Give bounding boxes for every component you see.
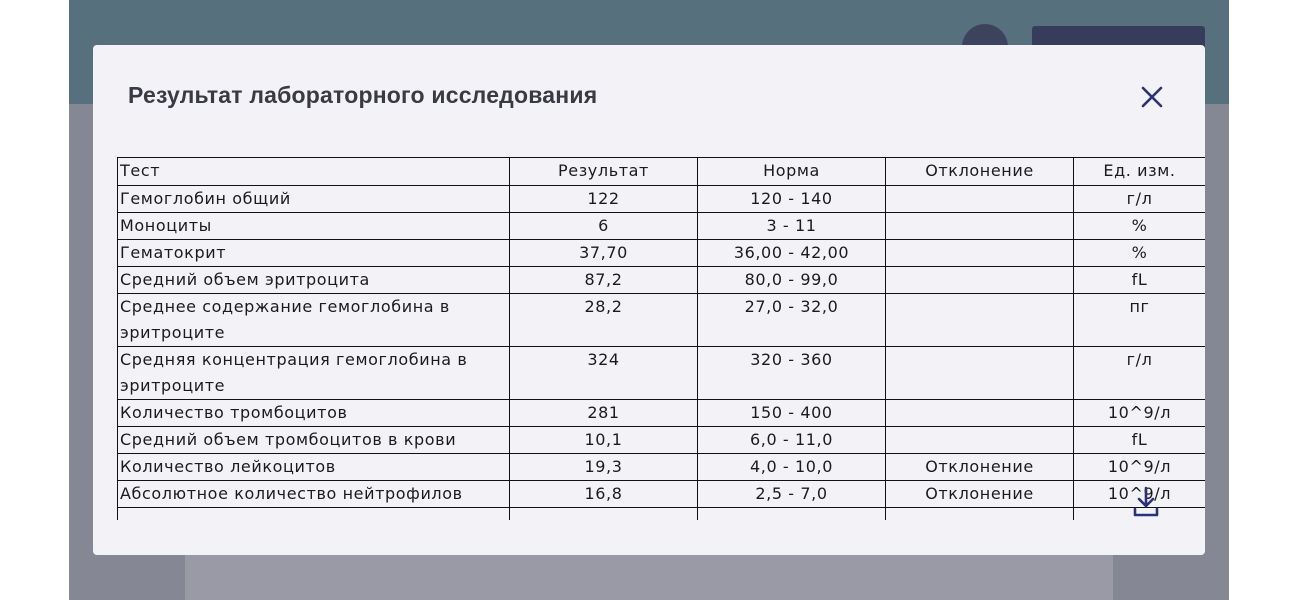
cell-result <box>510 508 698 521</box>
cell-deviation <box>886 427 1074 454</box>
cell-test: Среднее содержание гемоглобина в эритроците <box>118 294 510 347</box>
lab-results-table <box>117 157 1205 520</box>
cell-result: 28,2 <box>510 294 698 347</box>
cell-test: Средний объем эритроцита <box>118 267 510 294</box>
download-button[interactable] <box>1131 484 1161 518</box>
cell-test <box>118 508 510 521</box>
table-row <box>118 454 1206 481</box>
cell-norm: 80,0 - 99,0 <box>698 267 886 294</box>
cell-test: Количество тромбоцитов <box>118 400 510 427</box>
cell-result: 6 <box>510 213 698 240</box>
cell-unit: 10^9/л <box>1074 400 1206 427</box>
header-test: Тест <box>118 158 510 186</box>
cell-norm: 120 - 140 <box>698 186 886 213</box>
cell-test: Гемоглобин общий <box>118 186 510 213</box>
header-result: Результат <box>510 158 698 186</box>
cell-deviation <box>886 294 1074 347</box>
header-norm: Норма <box>698 158 886 186</box>
table-row <box>118 427 1206 454</box>
cell-deviation <box>886 347 1074 400</box>
cell-deviation <box>886 240 1074 267</box>
cell-unit: % <box>1074 240 1206 267</box>
cell-unit: 10^9/л <box>1074 454 1206 481</box>
cell-norm: 150 - 400 <box>698 400 886 427</box>
cell-norm: 36,00 - 42,00 <box>698 240 886 267</box>
table-row <box>118 240 1206 267</box>
cell-norm <box>698 508 886 521</box>
cell-result: 37,70 <box>510 240 698 267</box>
cell-norm: 6,0 - 11,0 <box>698 427 886 454</box>
cell-norm: 4,0 - 10,0 <box>698 454 886 481</box>
cell-result: 122 <box>510 186 698 213</box>
cell-norm: 320 - 360 <box>698 347 886 400</box>
cell-test: Средняя концентрация гемоглобина в эритроците <box>118 347 510 400</box>
cell-result: 87,2 <box>510 267 698 294</box>
cell-deviation: Отклонение <box>886 481 1074 508</box>
cell-deviation: Отклонение <box>886 454 1074 481</box>
cell-unit: fL <box>1074 427 1206 454</box>
cell-unit: г/л <box>1074 347 1206 400</box>
cell-test: Гематокрит <box>118 240 510 267</box>
lab-results-table-container <box>117 157 1205 520</box>
lab-result-modal <box>93 45 1205 555</box>
download-icon <box>1132 486 1160 518</box>
cell-result: 10,1 <box>510 427 698 454</box>
modal-title: Результат лабораторного исследования <box>128 82 598 108</box>
cell-test: Моноциты <box>118 213 510 240</box>
cell-norm: 27,0 - 32,0 <box>698 294 886 347</box>
table-header-row <box>118 158 1206 186</box>
table-row <box>118 213 1206 240</box>
cell-result: 19,3 <box>510 454 698 481</box>
cell-result: 281 <box>510 400 698 427</box>
cell-norm: 3 - 11 <box>698 213 886 240</box>
table-row <box>118 347 1206 400</box>
cell-unit: fL <box>1074 267 1206 294</box>
table-row <box>118 400 1206 427</box>
close-button[interactable] <box>1139 84 1165 110</box>
cell-norm: 2,5 - 7,0 <box>698 481 886 508</box>
table-row <box>118 186 1206 213</box>
cell-unit: 10^9/л <box>1074 481 1206 508</box>
cell-deviation <box>886 508 1074 521</box>
header-unit: Ед. изм. <box>1074 158 1206 186</box>
cell-deviation <box>886 267 1074 294</box>
cell-test: Количество лейкоцитов <box>118 454 510 481</box>
table-row <box>118 294 1206 347</box>
cell-result: 16,8 <box>510 481 698 508</box>
cell-deviation <box>886 400 1074 427</box>
close-icon <box>1141 86 1163 108</box>
cell-test: Абсолютное количество нейтрофилов <box>118 481 510 508</box>
cell-test: Средний объем тромбоцитов в крови <box>118 427 510 454</box>
table-row <box>118 508 1206 521</box>
cell-result: 324 <box>510 347 698 400</box>
cell-deviation <box>886 186 1074 213</box>
cell-deviation <box>886 213 1074 240</box>
cell-unit: г/л <box>1074 186 1206 213</box>
cell-unit: % <box>1074 213 1206 240</box>
table-row <box>118 481 1206 508</box>
cell-unit: пг <box>1074 294 1206 347</box>
header-deviation: Отклонение <box>886 158 1074 186</box>
table-row <box>118 267 1206 294</box>
